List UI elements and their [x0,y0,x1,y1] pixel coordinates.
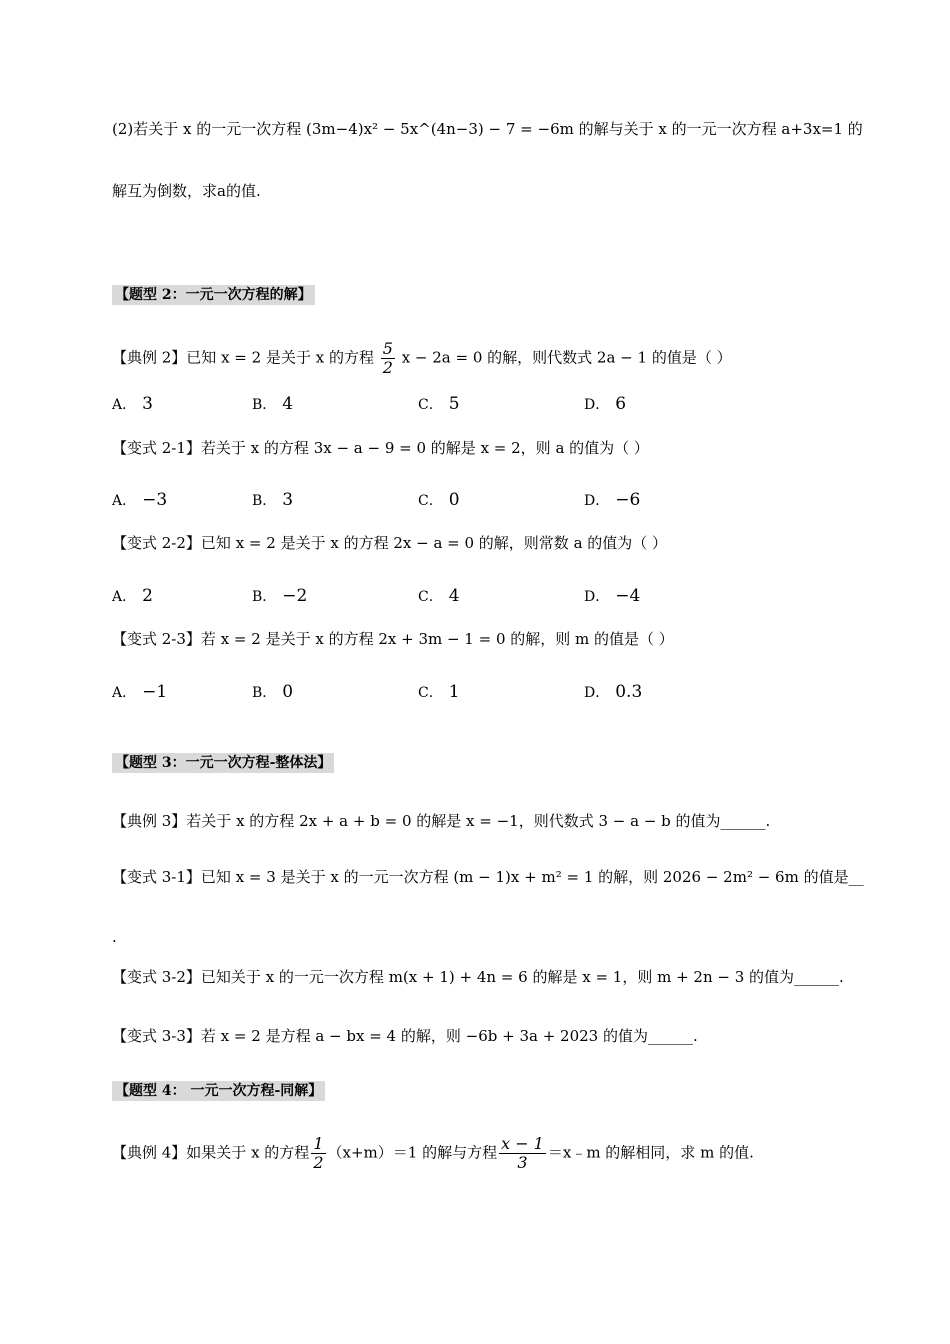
option-label: D． [584,589,610,605]
option-value: 6 [615,394,627,414]
fraction-denominator: 2 [382,358,393,377]
option-c[interactable] [418,585,460,608]
option-value: 0 [448,490,460,510]
option-label: B． [252,493,277,509]
option-b[interactable] [252,489,293,512]
option-label: C． [418,397,443,413]
option-value: −1 [142,682,168,702]
option-c[interactable] [418,489,460,512]
variant-2-1-question: 【变式 2-1】若关于 x 的方程 3x − a − 9 = 0 的解是 x = 2，则 a 的值为（ ） [112,439,649,457]
option-value: −3 [142,490,168,510]
question-2-line-2: 解互为倒数，求a的值. [112,182,261,200]
option-a[interactable] [112,585,153,608]
option-value: 0.3 [615,682,643,702]
variant-2-2-options [112,585,752,607]
option-d[interactable] [584,585,640,608]
option-label: A． [112,685,137,701]
example-4-question [112,1135,754,1172]
section-heading-type-2: 【题型 2：一元一次方程的解】 [112,285,315,305]
example-2-options [112,393,752,415]
option-label: A． [112,493,137,509]
variant-2-2-question: 【变式 2-2】已知 x = 2 是关于 x 的方程 2x − a = 0 的解，则常数 a 的值为（ ） [112,534,668,552]
example-2-fraction [381,340,395,377]
option-a[interactable] [112,489,167,512]
variant-2-3-question: 【变式 2-3】若 x = 2 是关于 x 的方程 2x + 3m − 1 = 0 的解，则 m 的值是（ ） [112,630,674,648]
option-value: −6 [615,490,641,510]
option-label: C． [418,685,443,701]
option-c[interactable] [418,681,460,704]
section-heading-type-3: 【题型 3：一元一次方程-整体法】 [112,753,334,773]
option-label: D． [584,685,610,701]
option-label: D． [584,397,610,413]
section-heading-type-4: 【题型 4： 一元一次方程-同解】 [112,1081,325,1101]
option-label: D． [584,493,610,509]
variant-2-1-options [112,489,752,511]
option-d[interactable] [584,681,642,704]
question-2-line-1: (2)若关于 x 的一元一次方程 (3m−4)x² − 5x^(4n−3) − 7 = −6m 的解与关于 x 的一元一次方程 a+3x=1 的 [112,120,863,138]
fraction-numerator: 5 [382,339,393,358]
option-value: 2 [142,586,153,606]
option-value: 3 [282,490,294,510]
example-4-fraction-1 [311,1135,325,1172]
option-label: B． [252,685,277,701]
option-label: C． [418,589,443,605]
option-b[interactable] [252,681,293,704]
option-value: 5 [448,394,460,414]
variant-3-1-question-line-1: 【变式 3-1】已知 x = 3 是关于 x 的一元一次方程 (m − 1)x + m² = 1 的解，则 2026 − 2m² − 6m 的值是__ [112,868,864,886]
option-value: 4 [448,586,460,606]
option-value: 3 [142,394,153,414]
option-value: 4 [282,394,294,414]
option-value: −2 [282,586,308,606]
option-label: A． [112,589,137,605]
variant-3-1-question-line-2: . [112,928,117,946]
fraction-numerator: 1 [313,1134,324,1153]
example-4-prefix: 【典例 4】如果关于 x 的方程 [112,1143,310,1162]
variant-3-3-question: 【变式 3-3】若 x = 2 是方程 a − bx = 4 的解，则 −6b + 3a + 2023 的值为______. [112,1027,698,1045]
option-d[interactable] [584,489,640,512]
option-d[interactable] [584,393,626,416]
variant-3-2-question: 【变式 3-2】已知关于 x 的一元一次方程 m(x + 1) + 4n = 6 的解是 x = 1，则 m + 2n − 3 的值为______. [112,968,844,986]
option-a[interactable] [112,393,153,416]
example-4-suffix: ＝x﹣m 的解相同，求 m 的值. [547,1143,754,1162]
option-value: 0 [282,682,294,702]
option-value: −4 [615,586,641,606]
fraction-denominator: 2 [313,1153,324,1172]
example-2-prefix: 【典例 2】已知 x = 2 是关于 x 的方程 [112,348,379,367]
option-label: A． [112,397,137,413]
option-label: B． [252,589,277,605]
option-b[interactable] [252,393,293,416]
variant-2-3-options [112,681,752,703]
example-2-suffix: x − 2a = 0 的解，则代数式 2a − 1 的值是（ ） [396,348,732,367]
fraction-numerator: x − 1 [501,1134,544,1153]
fraction-denominator: 3 [517,1153,528,1172]
option-a[interactable] [112,681,167,704]
option-label: B． [252,397,277,413]
option-value: 1 [448,682,460,702]
example-4-fraction-2 [499,1135,546,1172]
option-label: C． [418,493,443,509]
option-c[interactable] [418,393,460,416]
example-3-question: 【典例 3】若关于 x 的方程 2x + a + b = 0 的解是 x = −1，则代数式 3 − a − b 的值为______. [112,812,771,830]
example-4-middle: （x+m）＝1 的解与方程 [327,1143,498,1162]
example-2-question [112,340,732,377]
option-b[interactable] [252,585,307,608]
